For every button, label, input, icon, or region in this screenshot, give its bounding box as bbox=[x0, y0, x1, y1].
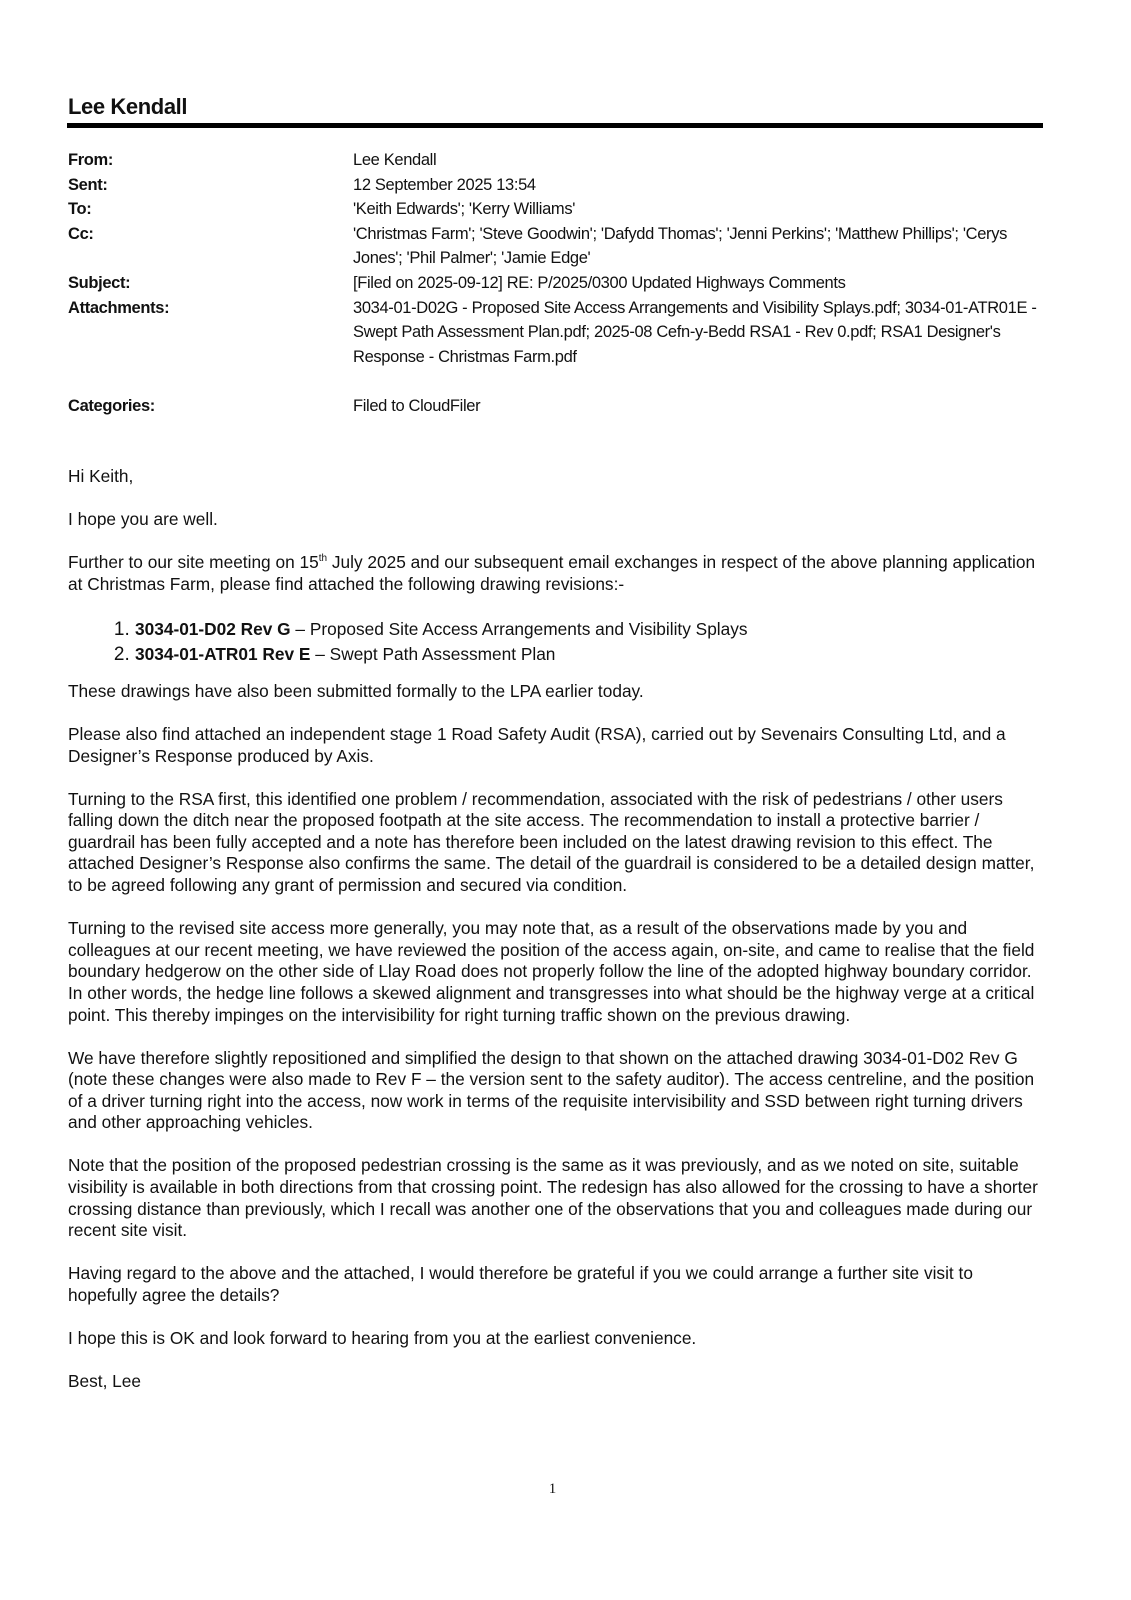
page-number: 1 bbox=[548, 1481, 557, 1497]
subject-value: [Filed on 2025-09-12] RE: P/2025/0300 Updated Highways Comments bbox=[353, 273, 846, 292]
sent-row bbox=[68, 173, 1053, 198]
paragraph: Please also find attached an independent stage 1 Road Safety Audit (RSA), carried out by Sevenairs Consulting Ltd, and a Designer’s Response produced by Axis. bbox=[68, 723, 1006, 766]
email-header bbox=[68, 148, 1053, 419]
to-row bbox=[68, 197, 1053, 222]
document-title: Lee Kendall bbox=[68, 94, 188, 119]
text: Further to our site meeting on 15 bbox=[68, 552, 319, 573]
sent-label: Sent: bbox=[68, 175, 108, 194]
email-body bbox=[68, 466, 1043, 1414]
categories-row bbox=[68, 394, 1053, 419]
attachments-row bbox=[68, 296, 1053, 370]
sent-value: 12 September 2025 13:54 bbox=[353, 175, 536, 194]
paragraph: I hope this is OK and look forward to hearing from you at the earliest convenience. bbox=[68, 1328, 697, 1349]
cc-label: Cc: bbox=[68, 224, 94, 243]
drawing-code: 3034-01-D02 Rev G bbox=[135, 618, 291, 639]
ordinal-suffix: th bbox=[318, 553, 328, 565]
from-label: From: bbox=[68, 151, 113, 169]
attachments-value: 3034-01-D02G - Proposed Site Access Arrangements and Visibility Splays.pdf; 3034-01-ATR01E - Swept Path Assessment Plan.pdf; 2025-08 Cefn-y-Bedd RSA1 - Rev 0.pdf; RSA1 Designer's Response - Christmas Farm.pdf bbox=[353, 298, 1037, 366]
from-value: Lee Kendall bbox=[353, 151, 437, 169]
paragraph: Turning to the revised site access more generally, you may note that, as a result of the observations made by you and colleagues at our recent meeting, we have reviewed the position of the access again, on-site, and came to realise that the field boundary hedgerow on the other side of Llay Road does not properly follow the line of the adopted highway boundary corridor. In other words, the hedge line follows a skewed alignment and transgresses into what should be the highway verge at a critical point. This thereby impinges on the intervisibility for right turning traffic shown on the previous drawing. bbox=[68, 918, 1035, 1025]
to-value: 'Keith Edwards'; 'Kerry Williams' bbox=[353, 200, 576, 219]
subject-label: Subject: bbox=[68, 273, 131, 292]
attachments-label: Attachments: bbox=[68, 298, 170, 317]
paragraph: We have therefore slightly repositioned and simplified the design to that shown on the attached drawing 3034-01-D02 Rev G (note these changes were also made to Rev F – the version sent to the safety auditor). The access centreline, and the position of a driver turning right into the access, now work in terms of the requisite intervisibility and SSD between right turning drivers and other approaching vehicles. bbox=[68, 1047, 1035, 1133]
cc-value: 'Christmas Farm'; 'Steve Goodwin'; 'Dafydd Thomas'; 'Jenni Perkins'; 'Matthew Phillips'; 'Cerys Jones'; 'Phil Palmer'; 'Jamie Edge' bbox=[353, 224, 1007, 268]
paragraph: Turning to the RSA first, this identified one problem / recommendation, associated with the risk of pedestrians / other users falling down the ditch near the proposed footpath at the site access. The recommendation to install a protective barrier / guardrail has been fully accepted and a note has therefore been included on the latest drawing revision to this effect. The attached Designer’s Response also confirms the same. The detail of the guardrail is considered to be a detailed design matter, to be agreed following any grant of permission and secured via condition. bbox=[68, 788, 1035, 896]
paragraph-intro bbox=[68, 552, 1043, 595]
subject-row bbox=[68, 271, 1053, 296]
drawing-desc: – Proposed Site Access Arrangements and Visibility Splays bbox=[290, 618, 748, 639]
paragraph: Note that the position of the proposed pedestrian crossing is the same as it was previously, and as we noted on site, suitable visibility is available in both directions from that crossing point. The redesign has also allowed for the crossing to have a shorter crossing distance than previously, which I recall was another one of the observations that you and colleagues made during our recent site visit. bbox=[68, 1155, 1038, 1241]
signoff: Best, Lee bbox=[68, 1371, 142, 1392]
drawing-code: 3034-01-ATR01 Rev E bbox=[135, 643, 311, 664]
greeting: Hi Keith, bbox=[68, 466, 134, 486]
to-label: To: bbox=[68, 200, 92, 219]
paragraph: Having regard to the above and the attached, I would therefore be grateful if you we could arrange a further site visit to hopefully agree the details? bbox=[68, 1263, 973, 1305]
title-rule bbox=[67, 123, 1043, 128]
list-item bbox=[135, 642, 1043, 667]
drawing-list bbox=[68, 617, 1043, 667]
cc-row bbox=[68, 222, 1053, 271]
text: July 2025 and our subsequent email exchanges in respect of the above planning application at Christmas Farm, please find attached the following drawing revisions:- bbox=[68, 552, 1036, 594]
categories-value: Filed to CloudFiler bbox=[353, 396, 481, 415]
drawing-desc: – Swept Path Assessment Plan bbox=[310, 643, 556, 664]
categories-label: Categories: bbox=[68, 396, 155, 415]
list-item bbox=[135, 617, 1043, 642]
paragraph: I hope you are well. bbox=[68, 509, 218, 530]
paragraph: These drawings have also been submitted formally to the LPA earlier today. bbox=[68, 680, 644, 701]
from-row bbox=[68, 148, 1053, 173]
